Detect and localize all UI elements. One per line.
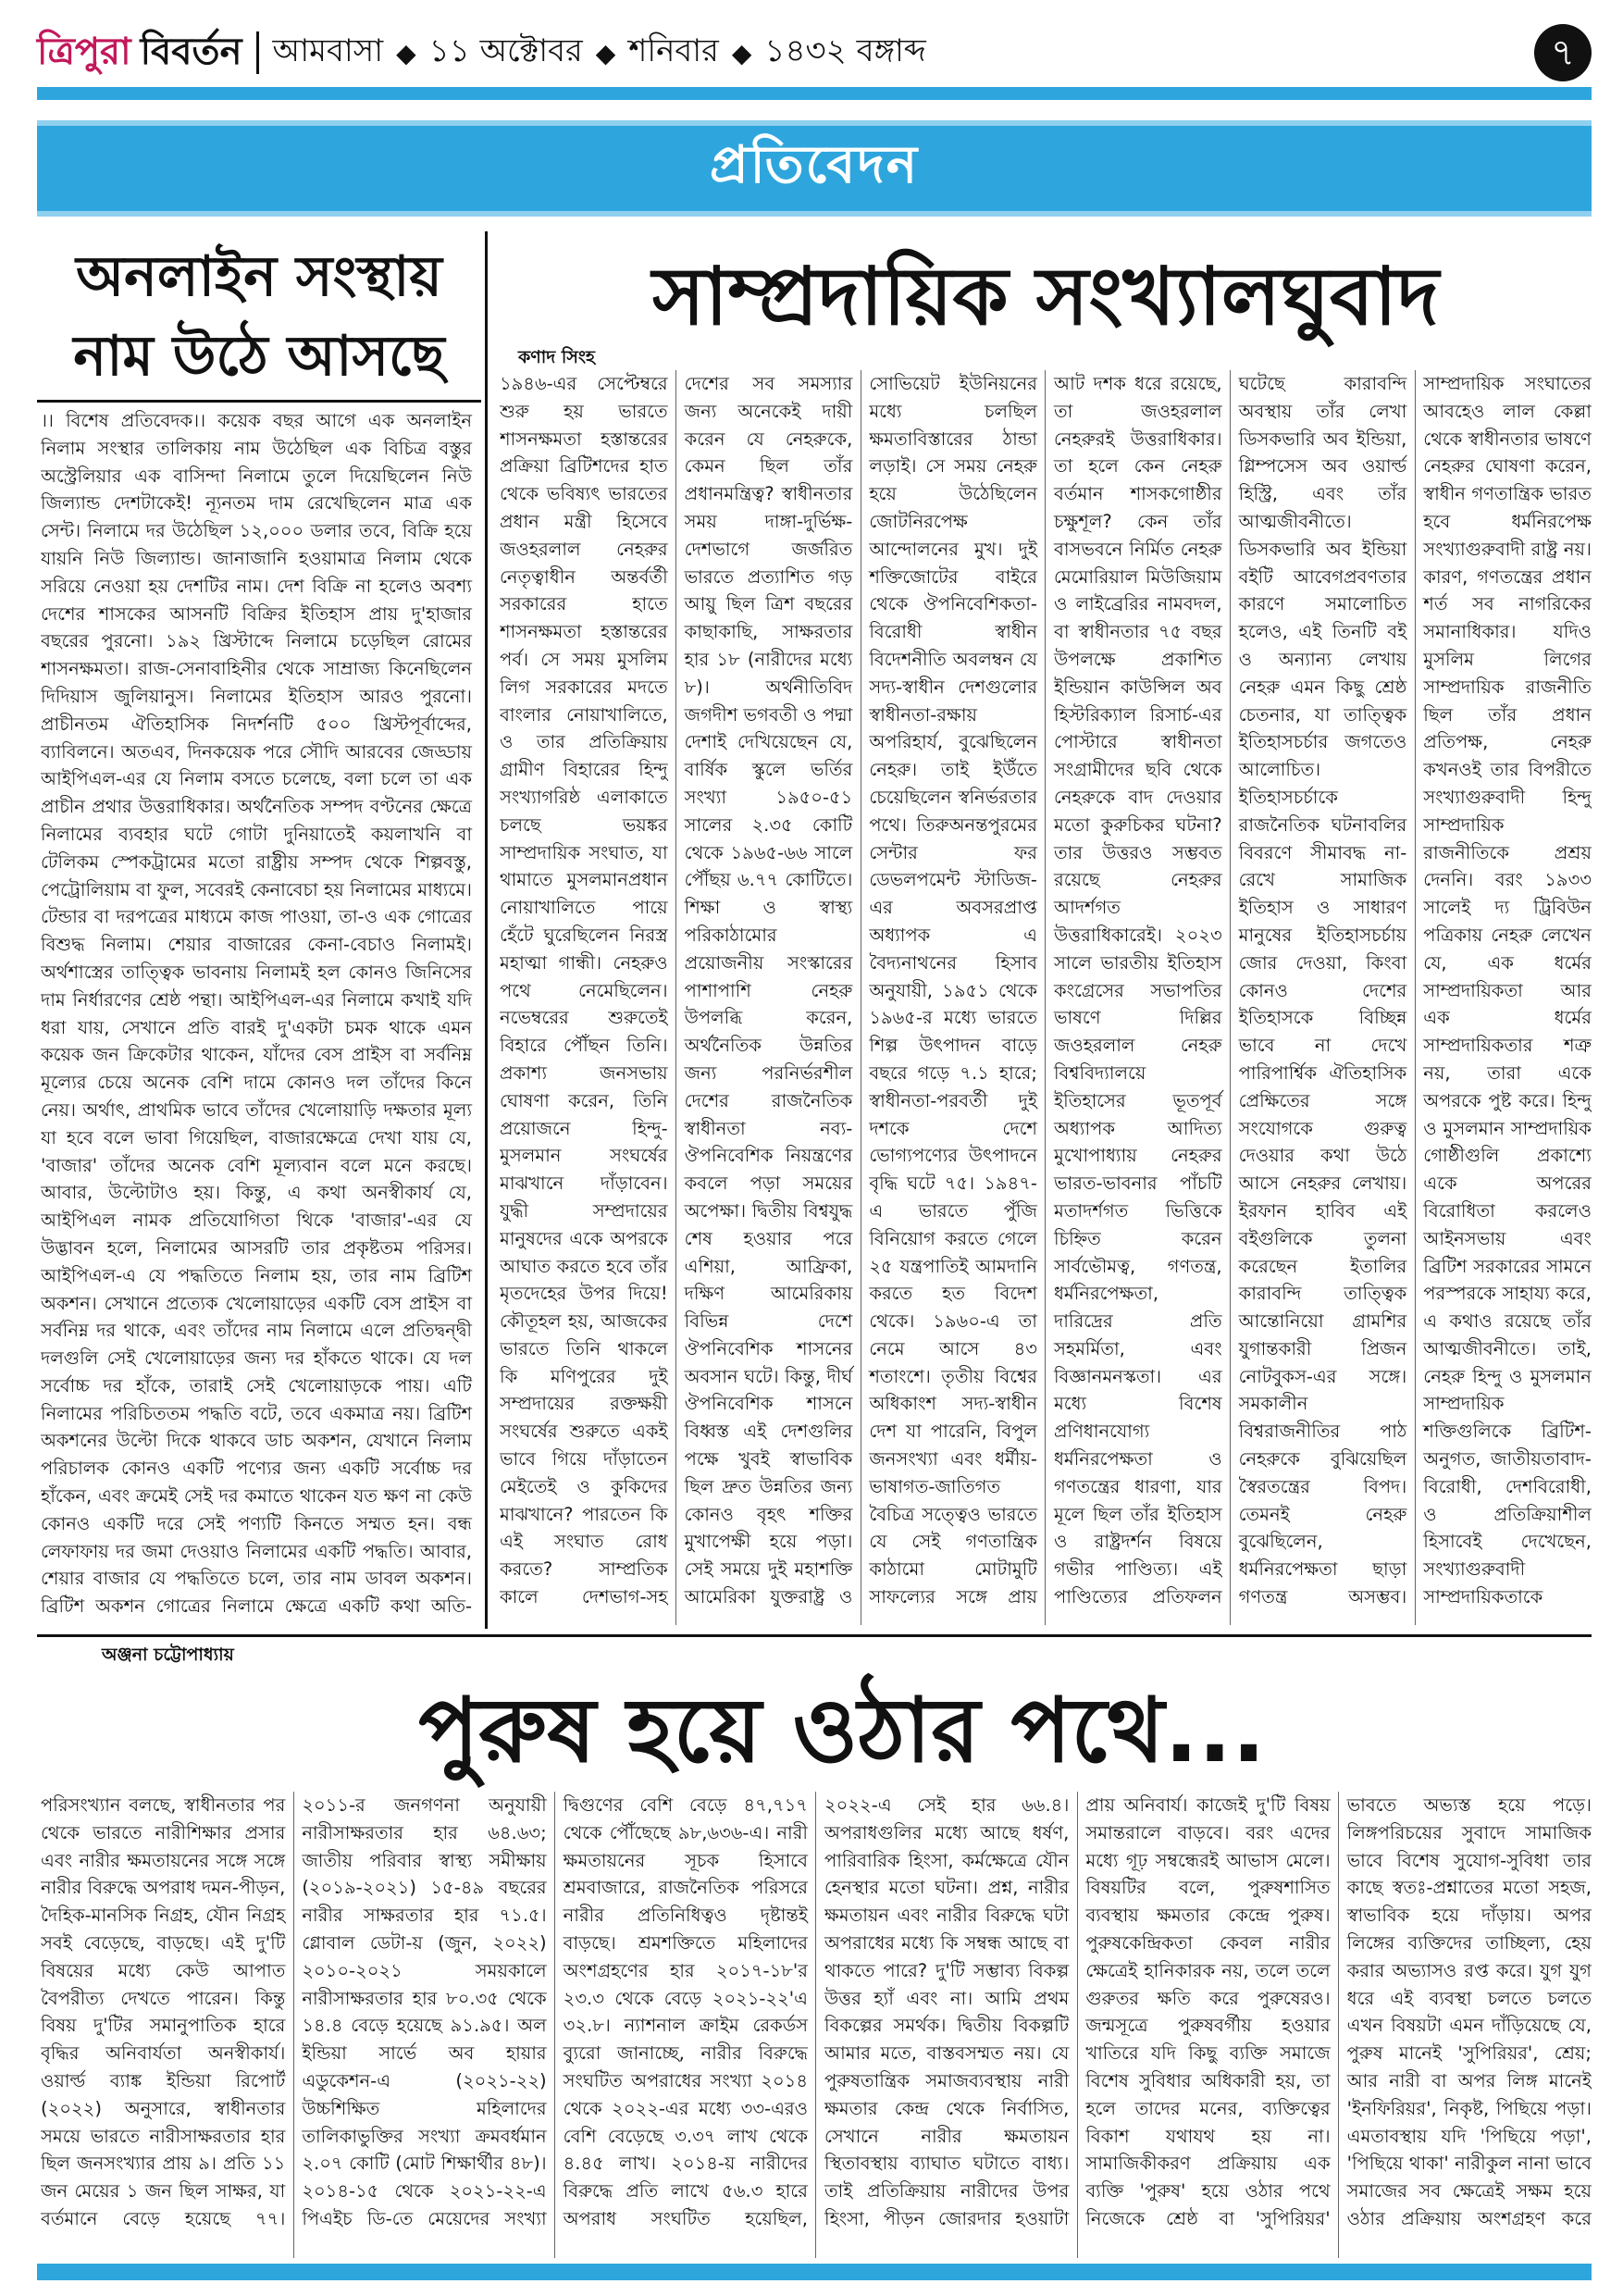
section-title: প্রতিবেদন: [709, 135, 920, 195]
left-headline-line2: নাম উঠে আসছে: [73, 324, 445, 389]
issue-place: আমবাসা: [272, 31, 384, 69]
main-article-body: ১৯৪৬-এর সেপ্টেম্বরে শুরু হয় ভারতে শাসনক্ষমতা হস্তান্তরের প্রক্রিয়া ব্রিটিশদের হাত থেকে ভবিষ্যৎ ভারতের প্রধান মন্ত্রী হিসেবে জওহরলাল নেহরুর নেতৃত্বাধীন অন্তর্বর্তী সরকারের হাতে শাসনক্ষমতা হস্তান্তরের পর্ব। সে সময় মুসলিম লিগ সরকারের মদতে বাংলার নোয়াখালিতে, ও তার প্রতিক্রিয়ায় গ্রামীণ বিহারের হিন্দু সংখ্যাগরিষ্ঠ এলাকাতে চলছে ভয়ঙ্কর সাম্প্রদায়িক সংঘাত, যা থামাতে মুসলমানপ্রধান নোয়াখালিতে পায়ে হেঁটে ঘুরেছিলেন নিরস্ত্র মহাত্মা গান্ধী। নেহরুও পথে নেমেছিলেন। নভেম্বরের শুরুতেই বিহারে পৌঁছন তিনি। প্রকাশ্য জনসভায় ঘোষণা করেন, তিনি প্রয়োজনে হিন্দু-মুসলমান সংঘর্ষের মাঝখানে দাঁড়াবেন। যুদ্ধী সম্প্রদায়ের মানুষদের একে অপরকে আঘাত করতে হবে তাঁর মৃতদেহের উপর দিয়ে! কৌতূহল হয়, আজকের ভারতে তিনি থাকলে কি মণিপুরের দুই সম্প্রদায়ের রক্তক্ষয়ী সংঘর্ষের শুরুতে একই ভাবে গিয়ে দাঁড়াতেন মেইতেই ও কুকিদের মাঝখানে? পারতেন কি এই সংঘাত রোধ করতে? সাম্প্রতিক কালে দেশভাগ-সহ দেশের সব সমস্যার জন্য অনেকেই দায়ী করেন যে নেহরুকে, কেমন ছিল তাঁর প্রধানমন্ত্রিত্ব? স্বাধীনতার সময় দাঙ্গা-দুর্ভিক্ষ-দেশভাগে জর্জরিত ভারতে প্রত্যাশিত গড় আয়ু ছিল ত্রিশ বছরের কাছাকাছি, সাক্ষরতার হার ১৮ (নারীদের মধ্যে ৮)। অর্থনীতিবিদ জগদীশ ভগবতী ও পদ্মা দেশাই দেখিয়েছেন যে, বার্ষিক স্কুলে ভর্তির সংখ্যা ১৯৫০-৫১ সালের ২.৩৫ কোটি থেকে ১৯৬৫-৬৬ সালে পৌঁছয় ৬.৭৭ কোটিতে। শিক্ষা ও স্বাস্থ্য পরিকাঠামোর প্রয়োজনীয় সংস্কারের পাশাপাশি নেহরু উপলব্ধি করেন, অর্থনৈতিক উন্নতির জন্য পরনির্ভরশীল দেশের রাজনৈতিক স্বাধীনতা নব্য-ঔপনিবেশিক নিয়ন্ত্রণের কবলে পড়া সময়ের অপেক্ষা। দ্বিতীয় বিশ্বযুদ্ধ শেষ হওয়ার পরে এশিয়া, আফ্রিকা, দক্ষিণ আমেরিকায় বিভিন্ন দেশে ঔপনিবেশিক শাসনের অবসান ঘটে। কিন্তু, দীর্ঘ ঔপনিবেশিক শাসনে বিধ্বস্ত এই দেশগুলির পক্ষে খুবই স্বাভাবিক ছিল দ্রুত উন্নতির জন্য কোনও বৃহৎ শক্তির মুখাপেক্ষী হয়ে পড়া। সেই সময়ে দুই মহাশক্তি আমেরিকা যুক্তরাষ্ট্র ও সোভিয়েট ইউনিয়নের মধ্যে চলছিল ক্ষমতাবিস্তারের ঠান্ডা লড়াই। সে সময় নেহরু হয়ে উঠেছিলেন জোটনিরপেক্ষ আন্দোলনের মুখ। দুই শক্তিজোটের বাইরে থেকে ঔপনিবেশিকতা-বিরোধী স্বাধীন বিদেশনীতি অবলম্বন যে সদ্য-স্বাধীন দেশগুলোর স্বাধীনতা-রক্ষায় অপরিহার্য, বুঝেছিলেন নেহরু। তাই ইউঁতে চেয়েছিলেন স্বনির্ভরতার পথে। তিরুঅনন্তপুরমের সেন্টার ফর ডেভলপমেন্ট স্টাডিজ-এর অবসরপ্রাপ্ত অধ্যাপক এ বৈদ্যনাথনের হিসাব অনুযায়ী, ১৯৫১ থেকে ১৯৬৫-র মধ্যে ভারতে শিল্প উৎপাদন বাড়ে বছরে গড়ে ৭.১ হারে; স্বাধীনতা-পরবর্তী দুই দশকে দেশে ভোগ্যপণ্যের উৎপাদনে বৃদ্ধি ঘটে ৭৫। ১৯৪৭-এ ভারতে পুঁজি বিনিয়োগ করতে গেলে ২৫ যন্ত্রপাতিই আমদানি করতে হত বিদেশ থেকে। ১৯৬০-এ তা নেমে আসে ৪৩ শতাংশে। তৃতীয় বিশ্বের অধিকাংশ সদ্য-স্বাধীন দেশ যা পারেনি, বিপুল জনসংখ্যা এবং ধর্মীয়-ভাষাগত-জাতিগত বৈচিত্র সত্ত্বেও ভারতে যে সেই গণতান্ত্রিক কাঠামো মোটামুটি সাফল্যের সঙ্গে প্রায় আট দশক ধরে রয়েছে, তা জওহরলাল নেহরুরই উত্তরাধিকার। তা হলে কেন নেহরু বর্তমান শাসকগোষ্ঠীর চক্ষুশূল? কেন তাঁর বাসভবনে নির্মিত নেহরু মেমোরিয়াল মিউজিয়াম ও লাইব্রেরির নামবদল, বা স্বাধীনতার ৭৫ বছর উপলক্ষে প্রকাশিত ইন্ডিয়ান কাউন্সিল অব হিস্টরিক্যাল রিসার্চ-এর পোস্টারে স্বাধীনতা সংগ্রামীদের ছবি থেকে নেহরুকে বাদ দেওয়ার মতো কুরুচিকর ঘটনা? তার উত্তরও সম্ভবত রয়েছে নেহরুর আদর্শগত উত্তরাধিকারেই। ২০২৩ সালে ভারতীয় ইতিহাস কংগ্রেসের সভাপতির ভাষণে দিল্লির জওহরলাল নেহরু বিশ্ববিদ্যালয়ে ইতিহাসের ভূতপূর্ব অধ্যাপক আদিত্য মুখোপাধ্যায় নেহরুর ভারত-ভাবনার পাঁচটি মতাদর্শগত ভিত্তিকে চিহ্নিত করেন সার্বভৌমত্ব, গণতন্ত্র, ধর্মনিরপেক্ষতা, দারিদ্রের প্রতি সহমর্মিতা, এবং বিজ্ঞানমনস্কতা। এর মধ্যে বিশেষ প্রণিধানযোগ্য ধর্মনিরপেক্ষতা ও গণতন্ত্রের ধারণা, যার মূলে ছিল তাঁর ইতিহাস ও রাষ্ট্রদর্শন বিষয়ে গভীর পাণ্ডিত্য। এই পাণ্ডিত্যের প্রতিফলন ঘটেছে কারাবন্দি অবস্থায় তাঁর লেখা ডিসকভারি অব ইন্ডিয়া, গ্লিম্পসেস অব ওয়ার্ল্ড হিস্ট্রি, এবং তাঁর আত্মজীবনীতে। ডিসকভারি অব ইন্ডিয়া বইটি আবেগপ্রবণতার কারণে সমালোচিত হলেও, এই তিনটি বই ও অন্যান্য লেখায় নেহরু এমন কিছু শ্রেষ্ঠ চেতনার, যা তাত্ত্বিক ইতিহাসচর্চার জগতেও আলোচিত। ইতিহাসচর্চাকে রাজনৈতিক ঘটনাবলির বিবরণে সীমাবদ্ধ না-রেখে সামাজিক ইতিহাস ও সাধারণ মানুষের ইতিহাসচর্চায় জোর দেওয়া, কিংবা কোনও দেশের ইতিহাসকে বিচ্ছিন্ন ভাবে না দেখে পারিপার্শ্বিক ঐতিহাসিক প্রেক্ষিতের সঙ্গে সংযোগকে গুরুত্ব দেওয়ার কথা উঠে আসে নেহরুর লেখায়। ইরফান হাবিব এই বইগুলিকে তুলনা করেছেন ইতালির কারাবন্দি তাত্ত্বিক আন্তোনিয়ো গ্রামশির যুগান্তকারী প্রিজন নোটবুকস-এর সঙ্গে। সমকালীন বিশ্বরাজনীতির পাঠ নেহরুকে বুঝিয়েছিল স্বৈরতন্ত্রের বিপদ। তেমনই নেহরু বুঝেছিলেন, ধর্মনিরপেক্ষতা ছাড়া গণতন্ত্র অসম্ভব। সাম্প্রদায়িক সংঘাতের আবহেও লাল কেল্লা থেকে স্বাধীনতার ভাষণে নেহরুর ঘোষণা করেন, স্বাধীন গণতান্ত্রিক ভারত হবে ধর্মনিরপেক্ষ সংখ্যাগুরুবাদী রাষ্ট্র নয়। কারণ, গণতন্ত্রের প্রধান শর্ত সব নাগরিকের সমানাধিকার। যদিও মুসলিম লিগের সাম্প্রদায়িক রাজনীতি ছিল তাঁর প্রধান প্রতিপক্ষ, নেহরু কখনওই তার বিপরীতে সংখ্যাগুরুবাদী হিন্দু সাম্প্রদায়িক রাজনীতিকে প্রশ্রয় দেননি। বরং ১৯৩৩ সালেই দ্য ট্রিবিউন পত্রিকায় নেহরু লেখেন যে, এক ধর্মের সাম্প্রদায়িকতা আর এক ধর্মের সাম্প্রদায়িকতার শত্রু নয়, তারা একে অপরকে পুষ্ট করে। হিন্দু ও মুসলমান সাম্প্রদায়িক গোষ্ঠীগুলি প্রকাশ্যে একে অপরের বিরোধিতা করলেও আইনসভায় এবং ব্রিটিশ সরকারের সামনে পরস্পরকে সাহায্য করে, এ কথাও রয়েছে তাঁর আত্মজীবনীতে। তাই, নেহরু হিন্দু ও মুসলমান সাম্প্রদায়িক শক্তিগুলিকে ব্রিটিশ-অনুগত, জাতীয়তাবাদ-বিরোধী, দেশবিরোধী, ও প্রতিক্রিয়াশীল হিসাবেই দেখেছেন, সংখ্যাগুরুবাদী সাম্প্রদায়িকতাকে: [500, 373, 1592, 1608]
left-headline-line1: অনলাইন সংস্থায়: [76, 244, 442, 309]
diamond-icon: ◆: [396, 37, 416, 68]
diamond-icon: ◆: [731, 37, 752, 68]
women-byline: অঞ্জনা চট্টোপাধ্যায়: [102, 1644, 234, 1665]
diamond-icon: ◆: [595, 37, 616, 68]
women-article-body: পরিসংখ্যান বলছে, স্বাধীনতার পর থেকে ভারতে নারীশিক্ষার প্রসার এবং নারীর ক্ষমতায়নের সঙ্গে সঙ্গে নারীর বিরুদ্ধে অপরাধ দমন-পীড়ন, দৈহিক-মানসিক নিগ্রহ, যৌন নিগ্রহ সবই বেড়েছে, বাড়ছে। এই দু'টি বিষয়ের মধ্যে কেউ আপাত বৈপরীত্য দেখতে পারেন। কিন্তু বিষয় দু'টির সমানুপাতিক হারে বৃদ্ধির অনিবার্যতা অনস্বীকার্য। ওয়ার্ল্ড ব্যাঙ্ক ইন্ডিয়া রিপোর্ট (২০২২) অনুসারে, স্বাধীনতার সময়ে ভারতে নারীসাক্ষরতার হার ছিল জনসংখ্যার প্রায় ৯। প্রতি ১১ জন মেয়ের ১ জন ছিল সাক্ষর, যা বর্তমানে বেড়ে হয়েছে ৭৭। ২০১১-র জনগণনা অনুযায়ী নারীসাক্ষরতার হার ৬৪.৬৩; জাতীয় পরিবার স্বাস্থ্য সমীক্ষায় (২০১৯-২০২১) ১৫-৪৯ বছরের নারীর সাক্ষরতার হার ৭১.৫। গ্লোবাল ডেটা-য় (জুন, ২০২২) ২০১০-২০২১ সময়কালে নারীসাক্ষরতার হার ৮০.৩৫ থেকে ১৪.৪ বেড়ে হয়েছে ৯১.৯৫। অল ইন্ডিয়া সার্ভে অব হায়ার এডুকেশন-এ (২০২১-২২) উচ্চশিক্ষিত মহিলাদের তালিকাভুক্তির সংখ্যা ক্রমবর্ধমান ২.০৭ কোটি (মোট শিক্ষার্থীর ৪৮)। ২০১৪-১৫ থেকে ২০২১-২২-এ পিএইচ ডি-তে মেয়েদের সংখ্যা দ্বিগুণের বেশি বেড়ে ৪৭,৭১৭ থেকে পৌঁছেছে ৯৮,৬৩৬-এ। নারী ক্ষমতায়নের সূচক হিসাবে শ্রমবাজারে, রাজনৈতিক পরিসরে নারীর প্রতিনিধিত্বও দৃষ্টান্তই বাড়ছে। শ্রমশক্তিতে মহিলাদের অংশগ্রহণের হার ২০১৭-১৮'র ২৩.৩ থেকে বেড়ে ২০২১-২২'এ ৩২.৮। ন্যাশনাল ক্রাইম রেকর্ডস ব্যুরো জানাচ্ছে, নারীর বিরুদ্ধে সংঘটিত অপরাধের সংখ্যা ২০১৪ থেকে ২০২২-এর মধ্যে ৩৩-এরও বেশি বেড়েছে ৩.৩৭ লাখ থেকে ৪.৪৫ লাখ। ২০১৪-য় নারীদের বিরুদ্ধে প্রতি লাখে ৫৬.৩ হারে অপরাধ সংঘটিত হয়েছিল, ২০২২-এ সেই হার ৬৬.৪। অপরাধগুলির মধ্যে আছে ধর্ষণ, পারিবারিক হিংসা, কর্মক্ষেত্রে যৌন হেনস্থার মতো ঘটনা। প্রশ্ন, নারীর ক্ষমতায়ন এবং নারীর বিরুদ্ধে ঘটা অপরাধের মধ্যে কি সম্বন্ধ আছে বা থাকতে পারে? দু'টি সম্ভাব্য বিকল্প উত্তর হ্যাঁ এবং না। আমি প্রথম বিকল্পের সমর্থক। দ্বিতীয় বিকল্পটি আমার মতে, বাস্তবসম্মত নয়। যে পুরুষতান্ত্রিক সমাজব্যবস্থায় নারী ক্ষমতার কেন্দ্র থেকে নির্বাসিত, সেখানে নারীর ক্ষমতায়ন স্থিতাবস্থায় ব্যাঘাত ঘটাতে বাধ্য। তাই প্রতিক্রিয়ায় নারীদের উপর হিংসা, পীড়ন জোরদার হওয়াটা প্রায় অনিবার্য। কাজেই দু'টি বিষয় সমান্তরালে বাড়বে। বরং এদের মধ্যে গূঢ় সম্বন্ধেরই আভাস মেলে। বিষয়টির বলে, পুরুষশাসিত ব্যবস্থায় ক্ষমতার কেন্দ্রে পুরুষ। পুরুষকেন্দ্রিকতা কেবল নারীর ক্ষেত্রেই হানিকারক নয়, তলে তলে গুরুতর ক্ষতি করে পুরুষেরও। জন্মসূত্রে পুরুষবর্গীয় হওয়ার খাতিরে যদি কিছু ব্যক্তি সমাজে বিশেষ সুবিধার অধিকারী হয়, তা হলে তাদের মনের, ব্যক্তিত্বের বিকাশ যথাযথ হয় না। সামাজিকীকরণ প্রক্রিয়ায় এক ব্যক্তি 'পুরুষ' হয়ে ওঠার পথে নিজেকে শ্রেষ্ঠ বা 'সুপিরিয়র' ভাবতে অভ্যস্ত হয়ে পড়ে। লিঙ্গপরিচয়ের সুবাদে সামাজিক ভাবে বিশেষ সুযোগ-সুবিধা তার কাছে স্বতঃ-প্রশ্নাতের মতো সহজ, স্বাভাবিক হয়ে দাঁড়ায়। অপর লিঙ্গের ব্যক্তিদের তাচ্ছিল্য, হেয় করার অভ্যাসও রপ্ত করে। যুগ যুগ ধরে এই ব্যবস্থা চলতে চলতে এখন বিষয়টা এমন দাঁড়িয়েছে যে, পুরুষ মানেই 'সুপিরিয়র', শ্রেয়; আর নারী বা অপর লিঙ্গ মানেই 'ইনফিরিয়র', নিকৃষ্ট, পিছিয়ে পড়া। এমতাবস্থায় যদি 'পিছিয়ে পড়া', 'পিছিয়ে থাকা' নারীকুল নানা ভাবে সমাজের সব ক্ষেত্রেই সক্ষম হয়ে ওঠার প্রক্রিয়ায় অংশগ্রহণ করে: [41, 1794, 1592, 2229]
column-divider: [485, 231, 488, 1629]
footer-rule: [37, 2264, 1592, 2280]
women-headline: পুরুষ হয়ে ওঠার পথে...: [418, 1679, 1266, 1782]
main-headline: সাম্প্রদায়িক সংখ্যালঘুবাদ: [651, 251, 1440, 343]
issue-date: ১১ অক্টোবর: [428, 31, 583, 69]
divider: [37, 400, 481, 403]
header-rule: [37, 87, 1592, 100]
main-byline: কণাদ সিংহ: [518, 347, 596, 367]
divider: [37, 1634, 1592, 1637]
left-article-body: ।। বিশেষ প্রতিবেদক।। কয়েক বছর আগে এক অনলাইন নিলাম সংস্থার তালিকায় নাম উঠেছিল এক বিচিত্র বস্তুর অস্ট্রেলিয়ার এক বাসিন্দা নিলামে তুলে দিয়েছিলেন নিউ জিল্যান্ড দেশটাকেই! ন্যূনতম দাম রেখেছিলেন মাত্র এক সেন্ট। নিলামে দর উঠেছিল ১২,০০০ ডলার তবে, বিক্রি হয়ে যায়নি নিউ জিল্যান্ড। জানাজানি হওয়ামাত্র নিলাম থেকে সরিয়ে নেওয়া হয় দেশটির নাম। দেশ বিক্রি না হলেও অবশ্য দেশের শাসকের আসনটি বিক্রির ইতিহাস প্রায় দু'হাজার বছরের পুরনো। ১৯২ খ্রিস্টাব্দে নিলামে চড়েছিল রোমের শাসনক্ষমতা। রাজ-সেনাবাহিনীর থেকে সাম্রাজ্য কিনেছিলেন দিদিয়াস জুলিয়ানুস। নিলামের ইতিহাস আরও পুরনো। প্রাচীনতম ঐতিহাসিক নিদর্শনটি ৫০০ খ্রিস্টপূর্বাব্দের, ব্যাবিলনে। অতএব, দিনকয়েক পরে সৌদি আরবের জেড্ডায় আইপিএল-এর যে নিলাম বসতে চলেছে, বলা চলে তা এক প্রাচীন প্রথার উত্তরাধিকার। অর্থনৈতিক সম্পদ বণ্টনের ক্ষেত্রে নিলামের ব্যবহার ঘটে গোটা দুনিয়াতেই কয়লাখনি বা টেলিকম স্পেকট্রামের মতো রাষ্ট্রীয় সম্পদ থেকে শিল্পবস্তু, পেট্রোলিয়াম বা ফুল, সবেরই কেনাবেচা হয় নিলামের মাধ্যমে। টেন্ডার বা দরপত্রের মাধ্যমে কাজ পাওয়া, তা-ও এক গোত্রের বিশুদ্ধ নিলাম। শেয়ার বাজারের কেনা-বেচাও নিলামই। অর্থশাস্ত্রের তাত্ত্বিক ভাবনায় নিলামই হল কোনও জিনিসের দাম নির্ধারণের শ্রেষ্ঠ পন্থা। আইপিএল-এর নিলামে কখাই যদি ধরা যায়, সেখানে প্রতি বারই দু'একটা চমক থাকে এমন কয়েক জন ক্রিকেটার থাকেন, যাঁদের বেস প্রাইস বা সর্বনিম্ন মূল্যের চেয়ে অনেক বেশি দামে কোনও দল তাঁদের কিনে নেয়। অর্থাৎ, প্রাথমিক ভাবে তাঁদের খেলোয়াড়ি দক্ষতার মূল্য যা হবে বলে ভাবা গিয়েছিল, বাজারক্ষেত্রে দেখা যায় যে, 'বাজার' তাঁদের অনেক বেশি মূল্যবান বলে মনে করছে। আবার, উল্টোটাও হয়। কিন্তু, এ কথা অনস্বীকার্য যে, আইপিএল নামক প্রতিযোগিতা থিকে 'বাজার'-এর যে উদ্ভাবন হলে, নিলামের আসরটি তার প্রকৃষ্টতম পরিসর। আইপিএল-এ যে পদ্ধতিতে নিলাম হয়, তার নাম ব্রিটিশ অকশন। সেখানে প্রত্যেক খেলোয়াড়ের একটি বেস প্রাইস বা সর্বনিম্ন দর থাকে, এবং তাঁদের নাম নিলামে এলে প্রতিদ্বন্দ্বী দলগুলি সেই খেলোয়াড়ের জন্য দর হাঁকতে থাকে। যে দল সর্বোচ্চ দর হাঁকে, তারাই সেই খেলোয়াড়কে পায়। এটি নিলামের পরিচিততম পদ্ধতি বটে, তবে একমাত্র নয়। ব্রিটিশ অকশনের উল্টো দিকে থাকবে ডাচ অকশন, যেখানে নিলাম পরিচালক কোনও একটি পণ্যের জন্য একটি সর্বোচ্চ দর হাঁকেন, এবং ক্রমেই সেই দর কমাতে থাকেন যত ক্ষণ না কেউ কোনও একটি দরে সেই পণ্যটি কিনতে সম্মত হন। বন্ধ লেফাফায় দর জমা দেওয়াও নিলামের একটি পদ্ধতি। আবার, শেয়ার বাজার যে পদ্ধতিতে চলে, তার নাম ডাবল অকশন। ব্রিটিশ অকশন গোত্রের নিলামে ক্ষেত্রে একটি কথা অতি-: [41, 410, 472, 1618]
left-headline: [41, 237, 477, 396]
issue-day: শনিবার: [628, 31, 719, 69]
issue-year: ১৪৩২ বঙ্গাব্দ: [764, 31, 926, 69]
issue-info: [256, 27, 925, 80]
masthead: [37, 20, 1592, 85]
newspaper-logo: [37, 22, 242, 84]
section-banner: [37, 120, 1592, 217]
divider: [256, 31, 259, 74]
page-number: ৭: [1534, 24, 1592, 81]
logo-part-tripura: ত্রিপুরা: [37, 30, 131, 73]
logo-part-bibartan: বিবর্তন: [140, 30, 242, 73]
